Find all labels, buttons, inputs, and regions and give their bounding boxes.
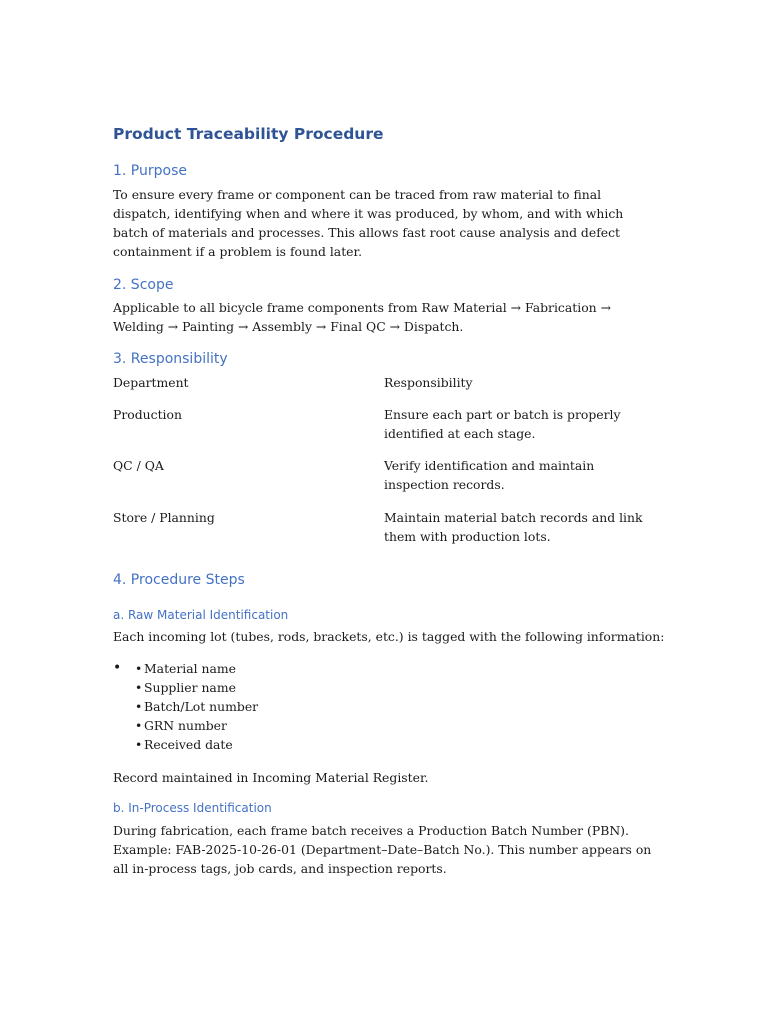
list-item: • Received date — [135, 737, 233, 752]
table-cell-department: Production — [113, 407, 182, 422]
responsibility-heading: 3. Responsibility — [113, 351, 228, 367]
raw-material-heading: a. Raw Material Identification — [113, 608, 289, 622]
column-header-responsibility: Responsibility — [384, 375, 473, 390]
procedure-heading: 4. Procedure Steps — [113, 572, 245, 588]
column-header-department: Department — [113, 375, 189, 390]
table-cell-responsibility: Maintain material batch records and link them with production lots. — [384, 510, 643, 544]
scope-heading: 2. Scope — [113, 277, 174, 293]
table-cell-department: QC / QA — [113, 458, 164, 473]
table-cell-responsibility: Verify identification and maintain inspection records. — [384, 458, 595, 492]
purpose-text: To ensure every frame or component can be traced from raw material to final dispatch, identifying when and where it was produced, by whom, and with which batch of materials and processes. This allows fast root cause analysis and defect containment if a problem is found later. — [113, 187, 624, 259]
list-item: • GRN number — [135, 718, 227, 733]
in-process-text: During fabrication, each frame batch receives a Production Batch Number (PBN). Example: FAB-2025-10-26-01 (Department–Date–Batch No.). This number appears on all in-process tags, job cards, and inspection reports. — [113, 823, 652, 876]
purpose-heading: 1. Purpose — [113, 163, 187, 179]
raw-material-intro: Each incoming lot (tubes, rods, brackets, etc.) is tagged with the following information: — [113, 629, 665, 644]
table-cell-department: Store / Planning — [113, 510, 215, 525]
list-item: • Supplier name — [135, 680, 236, 695]
raw-material-note: Record maintained in Incoming Material Register. — [113, 770, 429, 785]
scope-text: Applicable to all bicycle frame components from Raw Material → Fabrication → Welding → Painting → Assembly → Final QC → Dispatch. — [113, 300, 611, 334]
table-cell-responsibility: Ensure each part or batch is properly identified at each stage. — [384, 407, 621, 441]
document-title: Product Traceability Procedure — [113, 125, 384, 143]
list-item: • Material name — [135, 661, 237, 676]
raw-material-info-list — [135, 659, 258, 754]
bullet-marker: • — [113, 660, 122, 676]
in-process-heading: b. In-Process Identification — [113, 801, 272, 815]
list-item: • Batch/Lot number — [135, 699, 259, 714]
